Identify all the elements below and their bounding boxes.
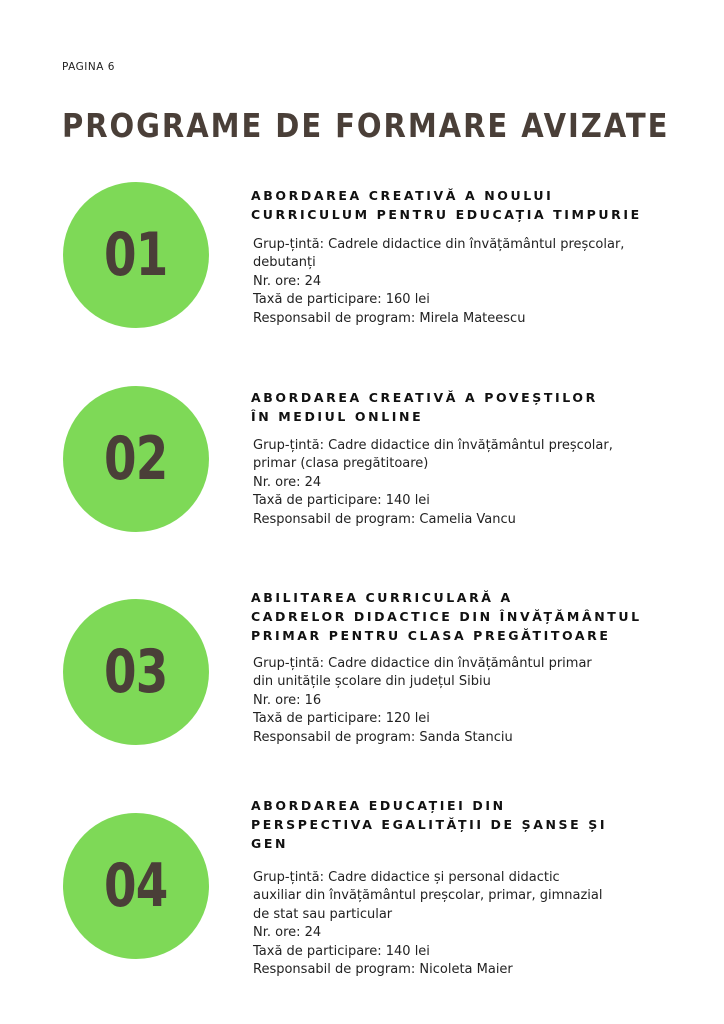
program-number: 04	[104, 851, 168, 921]
program-title-line: ABORDAREA CREATIVĂ A NOULUI	[251, 188, 554, 203]
program-title-line: ÎN MEDIUL ONLINE	[251, 409, 424, 424]
program-title	[251, 388, 691, 426]
program-title-line: ABORDAREA CREATIVĂ A POVEȘTILOR	[251, 390, 598, 405]
program-details	[253, 236, 703, 328]
page-label: PAGINA 6	[62, 61, 115, 73]
hours: Nr. ore: 16	[253, 692, 322, 708]
program-details	[253, 655, 703, 747]
program-title	[251, 796, 691, 853]
program-title-line: ABILITAREA CURRICULARĂ A	[251, 590, 513, 605]
responsible: Responsabil de program: Nicoleta Maier	[253, 962, 513, 978]
fee: Taxă de participare: 160 lei	[253, 292, 430, 308]
hours: Nr. ore: 24	[253, 273, 322, 289]
number-circle	[63, 813, 209, 959]
program-title-line: CURRICULUM PENTRU EDUCAȚIA TIMPURIE	[251, 207, 642, 222]
fee: Taxă de participare: 120 lei	[253, 711, 430, 727]
program-title	[251, 186, 691, 224]
target-group: Grup-țintă: Cadre didactice din învățământul preșcolar,	[253, 438, 613, 453]
target-group-cont: de stat sau particular	[253, 906, 393, 922]
program-number: 01	[104, 220, 168, 290]
program-details	[253, 437, 703, 529]
program-title-line: ABORDAREA EDUCAȚIEI DIN	[251, 798, 506, 813]
program-details	[253, 869, 703, 979]
responsible: Responsabil de program: Sanda Stanciu	[253, 729, 513, 745]
target-group: Grup-țintă: Cadrele didactice din învățământul preșcolar,	[253, 237, 625, 252]
number-circle	[63, 599, 209, 745]
program-title-line: PRIMAR PENTRU CLASA PREGĂTITOARE	[251, 628, 611, 643]
target-group: Grup-țintă: Cadre didactice din învățământul primar	[253, 656, 592, 671]
program-title-line: CADRELOR DIDACTICE DIN ÎNVĂȚĂMÂNTUL	[251, 609, 642, 624]
page-title: PROGRAME DE FORMARE AVIZATE	[62, 106, 670, 145]
target-group-cont: din unitățile școlare din județul Sibiu	[253, 674, 491, 690]
number-circle	[63, 386, 209, 532]
responsible: Responsabil de program: Mirela Mateescu	[253, 310, 526, 326]
hours: Nr. ore: 24	[253, 925, 322, 941]
fee: Taxă de participare: 140 lei	[253, 943, 430, 959]
target-group-cont: auxiliar din învățământul preșcolar, primar, gimnazial	[253, 888, 603, 904]
target-group-cont: debutanți	[253, 255, 316, 271]
program-title-line: GEN	[251, 836, 289, 851]
target-group-cont: primar (clasa pregătitoare)	[253, 456, 429, 472]
target-group: Grup-țintă: Cadre didactice și personal didactic	[253, 870, 560, 885]
number-circle	[63, 182, 209, 328]
responsible: Responsabil de program: Camelia Vancu	[253, 511, 516, 527]
program-title-line: PERSPECTIVA EGALITĂȚII DE ȘANSE ȘI	[251, 817, 608, 832]
program-number: 02	[104, 424, 168, 494]
hours: Nr. ore: 24	[253, 474, 322, 490]
fee: Taxă de participare: 140 lei	[253, 493, 430, 509]
program-title	[251, 588, 691, 645]
program-number: 03	[104, 637, 168, 707]
